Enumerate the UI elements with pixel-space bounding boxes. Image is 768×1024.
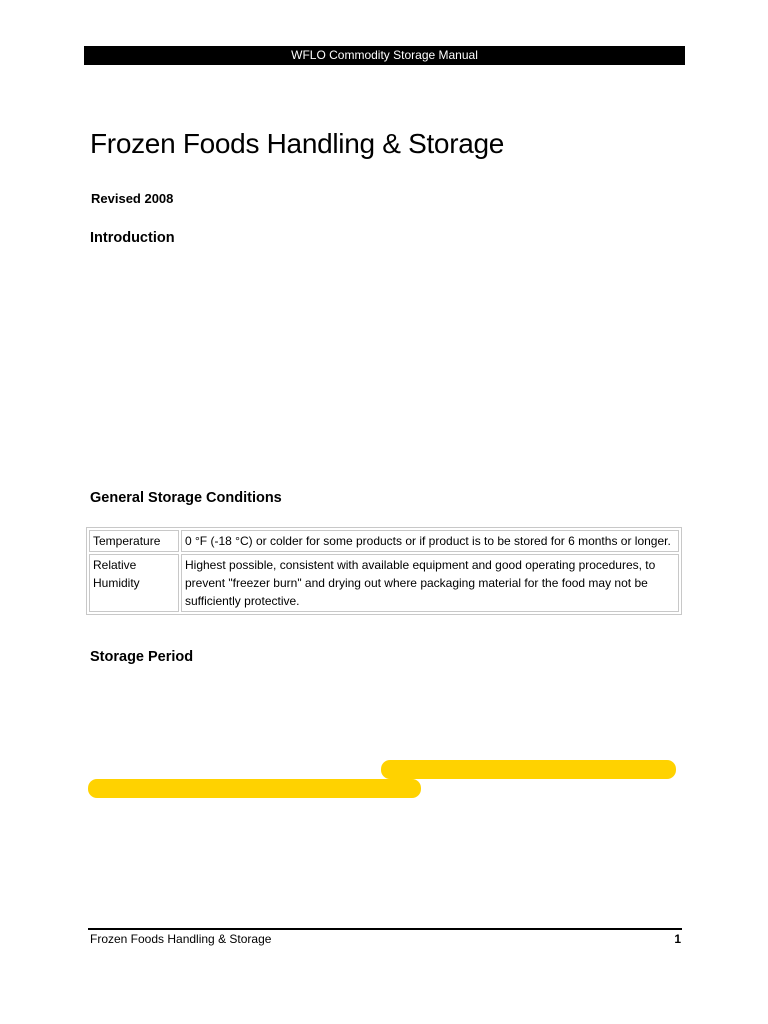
condition-value: Highest possible, consistent with available equipment and good operating procedures, to prevent "freezer burn" and drying out where packaging material for the food may not be sufficiently protective. bbox=[181, 554, 679, 612]
manual-title: WFLO Commodity Storage Manual bbox=[291, 48, 478, 62]
highlight-mark bbox=[381, 760, 676, 779]
table-row bbox=[89, 554, 679, 612]
footer-divider bbox=[88, 928, 682, 930]
heading-general-storage-conditions: General Storage Conditions bbox=[90, 490, 282, 506]
revised-date: Revised 2008 bbox=[91, 191, 174, 206]
page-number: 1 bbox=[674, 932, 681, 946]
table-row bbox=[89, 530, 679, 552]
heading-introduction: Introduction bbox=[90, 230, 175, 246]
condition-label: Relative Humidity bbox=[89, 554, 179, 612]
heading-storage-period: Storage Period bbox=[90, 649, 194, 665]
storage-conditions-table bbox=[86, 527, 682, 615]
condition-label: Temperature bbox=[89, 530, 179, 552]
footer-title: Frozen Foods Handling & Storage bbox=[90, 932, 272, 946]
manual-header-bar bbox=[84, 46, 685, 65]
highlight-mark bbox=[88, 779, 421, 798]
condition-value: 0 °F (-18 °C) or colder for some products or if product is to be stored for 6 months or longer. bbox=[181, 530, 679, 552]
document-title: Frozen Foods Handling & Storage bbox=[90, 128, 505, 159]
